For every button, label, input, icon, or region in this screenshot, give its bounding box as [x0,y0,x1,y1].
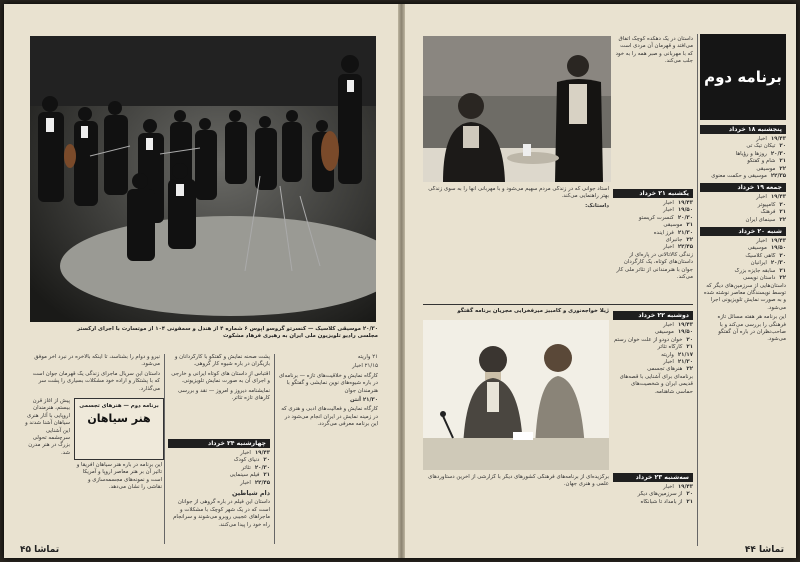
drama-photo-image [423,36,611,182]
feature-title: هنر سیاهان [87,412,151,425]
drama-photo [423,36,611,182]
right-page-col-right [700,122,786,546]
left-folio: تماشا ۴۵ [20,545,60,555]
monday-schedule [613,322,693,374]
schedule-row: ۲۲/۴۵اخبار [240,479,270,486]
schedule-row: ۲۲/۳۵موسیقی و حکمت معنوی [711,173,786,180]
wednesday-block [168,436,270,544]
dastanak-text: استاد جوانی که در زندگی مردم سهیم می‌شود و با مهربانی آنها را به سوی زندگی بهتر راهنمایی می‌کند. [428,186,609,200]
schedule-row: ۱۹/۴۳اخبار [756,238,786,245]
schedule-row: ۲۰/۳۰روزها و رؤیاها [735,150,786,157]
orchestra-photo-image [30,36,376,322]
text-paragraph: ۲۱ واریته [357,354,378,360]
schedule-row: ۲۰گاهی کلاسیک [745,252,786,259]
schedule-row: ۲۲هنرهای تجسمی [647,366,693,373]
schedule-row: ۱۹/۵۰موسیقی [654,329,693,336]
tuesday-schedule [613,484,693,506]
schedule-row: ۲۱موسیقی [663,222,693,229]
series-body: داستان این فیلم در باره گروهی از جوانان است که در یک شهر کوچک با مشکلات و ماجراهای عجیبی روبرو می‌شوند و سرانجام راه خود را پیدا می‌کنند. [173,499,270,528]
day-header-tuesday: سه‌شنبه ۲۳ خرداد [613,473,693,482]
schedule-row: ۲۱فیلم سینمایی [229,472,270,479]
friday-schedule [700,194,786,224]
schedule-row: ۲۲سینمای ایران [745,216,786,223]
schedule-row: ۱۹/۵۰موسیقی [747,245,786,252]
sunday-text: زندگی کالاتالانی در پاره‌ای از داستان‌های کوتاه، یک کارگردان جوان با هنرمندانی از تئاتر ملی کار می‌کند. [616,251,693,281]
text-paragraph: ۲۱/۳۰ آنتن [350,397,378,404]
tuesday-block [613,470,693,546]
schedule-row: ۲۱کارگاه تئاتر [657,344,693,351]
left-page-col-left [30,354,160,394]
tuesday-text-block [423,474,609,546]
text-paragraph: داستان در یک دهکده کوچک اتفاق می‌افتد و قهرمان آن مردی است که با مهربانی و صبر همه را به خود جلب می‌کند. [615,36,693,65]
schedule-row: ۱۹/۴۳اخبار [756,136,786,142]
schedule-row: ۱۹/۴۳اخبار [240,450,270,456]
saturday-text: داستان‌هایی از سرزمین‌های دیگر که توسط نویسندگان معاصر نوشته شده و به صورت نمایش تلویزیونی اجرا می‌شود. [703,282,786,311]
monday-text: برنامه‌ای برای آشنایی با قصه‌های قدیمی ایران و شخصیت‌های حماسی شاهنامه. [619,373,693,395]
sunday-block [613,186,693,306]
day-header-sunday: یکشنبه ۲۱ خرداد [613,189,693,198]
left-page-col-middle [168,354,270,434]
presenters-photo [423,320,609,470]
text-paragraph: کارگاه نمایش و خلاقیت‌های تازه — برنامه‌ای در باره شیوه‌های نوین نمایشی و گفتگو با هنرمندان جوان [278,372,378,394]
text-paragraph: نیرو و دوام را بشناسد، تا اینکه بالاخره در نبرد آخر موفق می‌شود. [34,354,160,368]
schedule-row: ۱۹/۴۳اخبار [663,322,693,328]
right-folio: تماشا ۴۴ [744,545,784,555]
presenters-photo-image [423,320,609,470]
text-paragraph: پشت صحنه نمایش و گفتگو با کارگردانان و بازیگران در باره شیوه کار گروهی. [174,354,270,368]
schedule-row: ۲۱/۱۷واریته [661,351,693,358]
sunday-schedule [613,200,693,252]
text-paragraph: کارگاه نمایش و فعالیت‌های ادبی و هنری که در زمینه نمایش در ایران انجام می‌شود در این برنامه معرفی می‌گردد. [281,406,378,428]
schedule-row: ۲۱/۳۰فرز آینده [653,229,693,236]
schedule-row: ۲۱از بامداد تا شبانگاه [640,498,693,505]
schedule-row: ۲۰دنیای کودک [233,457,270,464]
section-banner [700,34,786,120]
schedule-row: ۱۹/۴۳اخبار [756,194,786,201]
day-header-thursday: پنجشنبه ۱۸ خرداد [700,125,786,134]
text-paragraph: ۲۱/۱۵ اخبار [352,363,378,370]
caption-number: ۲۰/۳۰ [362,326,378,332]
schedule-row: ۲۱سابقه جایزه بزرگ [734,267,786,274]
text-paragraph: نمایشنامه دیروز و امروز — نقد و بررسی کارهای تازه تئاتر. [178,387,270,402]
schedule-row: ۱۹/۴۳اخبار [663,484,693,490]
feature-side-text [24,398,70,544]
text-paragraph: این برنامه در باره هنر سیاهان آفریقا و تاثیر آن بر هنر معاصر اروپا و آمریکا است و نمونه‌های مجسمه‌سازی و نقاشی را نشان می‌دهد. [76,462,162,491]
left-page [4,4,398,558]
column-divider [274,354,275,544]
saturday-schedule [700,238,786,282]
schedule-row: ۲۰تیکان تیک تی [746,143,786,150]
banner-title: برنامه دوم [704,68,782,86]
magazine-spread [4,4,796,558]
day-header-monday: دوشنبه ۲۲ خرداد [613,311,693,320]
schedule-row: ۲۰/۳۰کنسرت کریستو [638,214,693,221]
feature-kicker: برنامه دوم — هنرهای تجسمی [79,403,159,409]
schedule-row: ۲۰کامپیوتر [757,201,786,208]
thursday-schedule [700,136,786,180]
schedule-row: ۱۹/۴۳اخبار [663,200,693,206]
photo3-caption: ژیلا خواجه‌نوری و کامبیز میرفخرایی مجریان برنامه گفتگو [457,308,609,314]
schedule-row: ۲۱فرهنگ [760,209,786,216]
text-paragraph: پیش از آغاز قرن بیستم، هنرمندان اروپایی با آثار هنری سیاهان آشنا شدند و این آشنایی سرچشمه تحولی بزرگ در هنر مدرن شد. [25,398,70,456]
column-divider [697,34,698,546]
feature-box-text [74,462,162,544]
section-rule [423,304,693,305]
schedule-row: ۲۲/۴۵اخبار [663,244,693,251]
left-page-col-right [278,354,378,544]
series-title: دام شیاطین [231,489,270,498]
schedule-row: ۲۲داستان نویسی [742,275,786,282]
column-divider [164,354,165,544]
tuesday-text: برگزیده‌ای از برنامه‌های فرهنگی کشورهای دیگر با گزارشی از آخرین دستاوردهای علمی و هنری جهان. [428,474,609,488]
schedule-row: ۲۲جانبرای [665,237,693,244]
day-header-wednesday: چهارشنبه ۲۴ خرداد [168,439,270,448]
schedule-row: ۲۰/۳۰تئاتر [241,464,270,471]
caption-text: موسیقی کلاسیک — کنسرتو گروسو اپوس ۶ شماره ۴ از هندل و سمفونی ۱۰۴ از موتسارت با اجرای ارکستر مجلسی رادیو تلویزیون ملی ایران به رهبری فرهاد مشکوت [77,326,378,339]
schedule-row: ۲۰از سرزمین‌های دیگر [637,491,693,498]
photo2-side-caption [613,36,693,182]
photo-caption [68,326,378,340]
gutter [398,4,405,558]
schedule-row: ۲۱/۳۰اخبار [663,359,693,366]
schedule-row: ۲۰/۳۰ایرانیان [750,260,786,267]
right-page [405,4,796,558]
dastanak-label: داستانک: [585,202,609,209]
right-col-text: این برنامه هر هفته مسائل تازه فرهنگی را بررسی می‌کند و با صاحب‌نظران در باره آن گفتگو می‌شود. [717,314,786,343]
feature-box [74,398,164,460]
orchestra-photo [30,36,376,322]
dastanak-block [423,186,609,304]
schedule-row: ۲۲موسیقی [756,165,786,172]
schedule-row: ۱۹/۵۰اخبار [663,207,693,214]
wednesday-schedule [168,450,270,487]
day-header-saturday: شنبه ۲۰ خرداد [700,227,786,236]
schedule-row: ۲۰خوان دودو از علت خوان رستم [613,336,693,343]
text-paragraph: اقتباس از داستان های کوتاه ایرانی و خارجی و اجرای آن به صورت نمایش تلویزیونی. [171,370,270,385]
schedule-row: ۲۱شام و گفتگو [747,158,786,165]
monday-block [613,308,693,468]
day-header-friday: جمعه ۱۹ خرداد [700,183,786,192]
text-paragraph: داستان این سریال ماجرای زندگی یک قهرمان جوان است که با پشتکار و اراده خود مشکلات بسیاری را پشت سر می‌گذارد. [32,370,160,392]
